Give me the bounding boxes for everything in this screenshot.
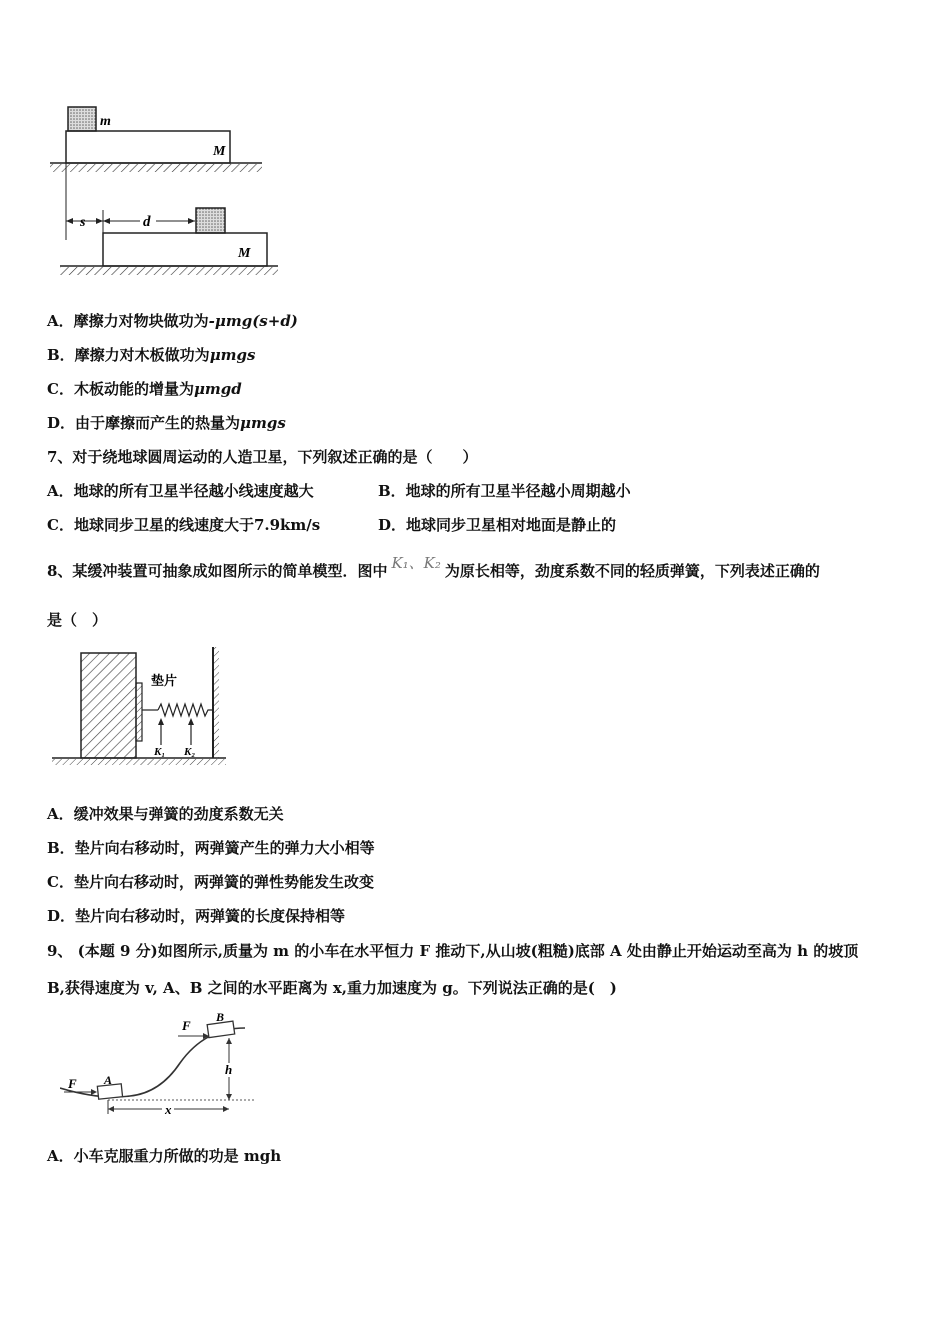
label-B: B [216,1010,225,1024]
spring [158,704,213,716]
q8-option-a: A．缓冲效果与弹簧的劲度系数无关 [47,805,284,823]
label-d: d [143,214,151,230]
block-m-top [68,107,96,131]
q6-option-b: B．摩擦力对木板做功为μmgs [47,346,256,364]
label-k1: K₁ [154,746,166,758]
q6-option-d: D．由于摩擦而产生的热量为μmgs [47,414,286,432]
label-M-top: M [213,144,226,159]
q6-option-a: A．摩擦力对物块做功为-μmg(s+d) [47,312,298,330]
label-s: s [80,215,86,230]
pad [136,683,142,741]
buffer-block [81,653,136,758]
label-k2: K₂ [184,746,196,758]
q8-option-c: C．垫片向右移动时，两弹簧的弹性势能发生改变 [47,873,374,891]
label-F1: F [68,1076,77,1091]
figure-buffer-device [48,645,228,770]
q8-option-b: B．垫片向右移动时，两弹簧产生的弹力大小相等 [47,839,375,857]
q7-option-a: A．地球的所有卫星半径越小线速度越大 [47,482,314,500]
board-M-top [66,131,230,163]
q8-option-d: D．垫片向右移动时，两弹簧的长度保持相等 [47,907,346,925]
q9-option-a: A．小车克服重力所做的功是 mgh [47,1147,282,1165]
block-m-bottom [196,208,225,233]
figure-block-board [40,100,280,285]
q9-stem-line1: 9、 (本题 9 分)如图所示,质量为 m 的小车在水平恒力 F 推动下,从山坡(粗糙)底部 A 处由静止开始运动至高为 h 的坡顶 [47,942,859,960]
q8-stem-line2: 是（ ） [47,611,108,629]
label-A: A [104,1073,113,1087]
label-x: x [165,1102,172,1117]
label-h: h [225,1062,233,1077]
q7-option-c: C．地球同步卫星的线速度大于7.9km/s [47,516,321,534]
label-M-bottom: M [238,246,251,261]
hill-curve [60,1028,245,1097]
label-m: m [100,114,111,129]
label-F2: F [182,1018,191,1033]
q7-stem: 7、对于绕地球圆周运动的人造卫星，下列叙述正确的是（ ） [47,448,478,466]
q7-option-b: B．地球的所有卫星半径越小周期越小 [378,482,631,500]
figure-hill [60,1008,260,1123]
q9-stem-line2: B,获得速度为 v, A、B 之间的水平距离为 x,重力加速度为 g。下列说法正确的是( ) [47,979,617,997]
q6-option-c: C．木板动能的增量为μmgd [47,380,242,398]
q7-option-d: D．地球同步卫星相对地面是静止的 [378,516,617,534]
k-symbols: K₁、K₂ [391,554,441,572]
q8-stem: 8、某缓冲装置可抽象成如图所示的简单模型．图中 K₁、K₂ 为原长相等，劲度系数不同的轻质弹簧，下列表述正确的 [47,554,820,580]
label-pad: 垫片 [151,674,178,689]
